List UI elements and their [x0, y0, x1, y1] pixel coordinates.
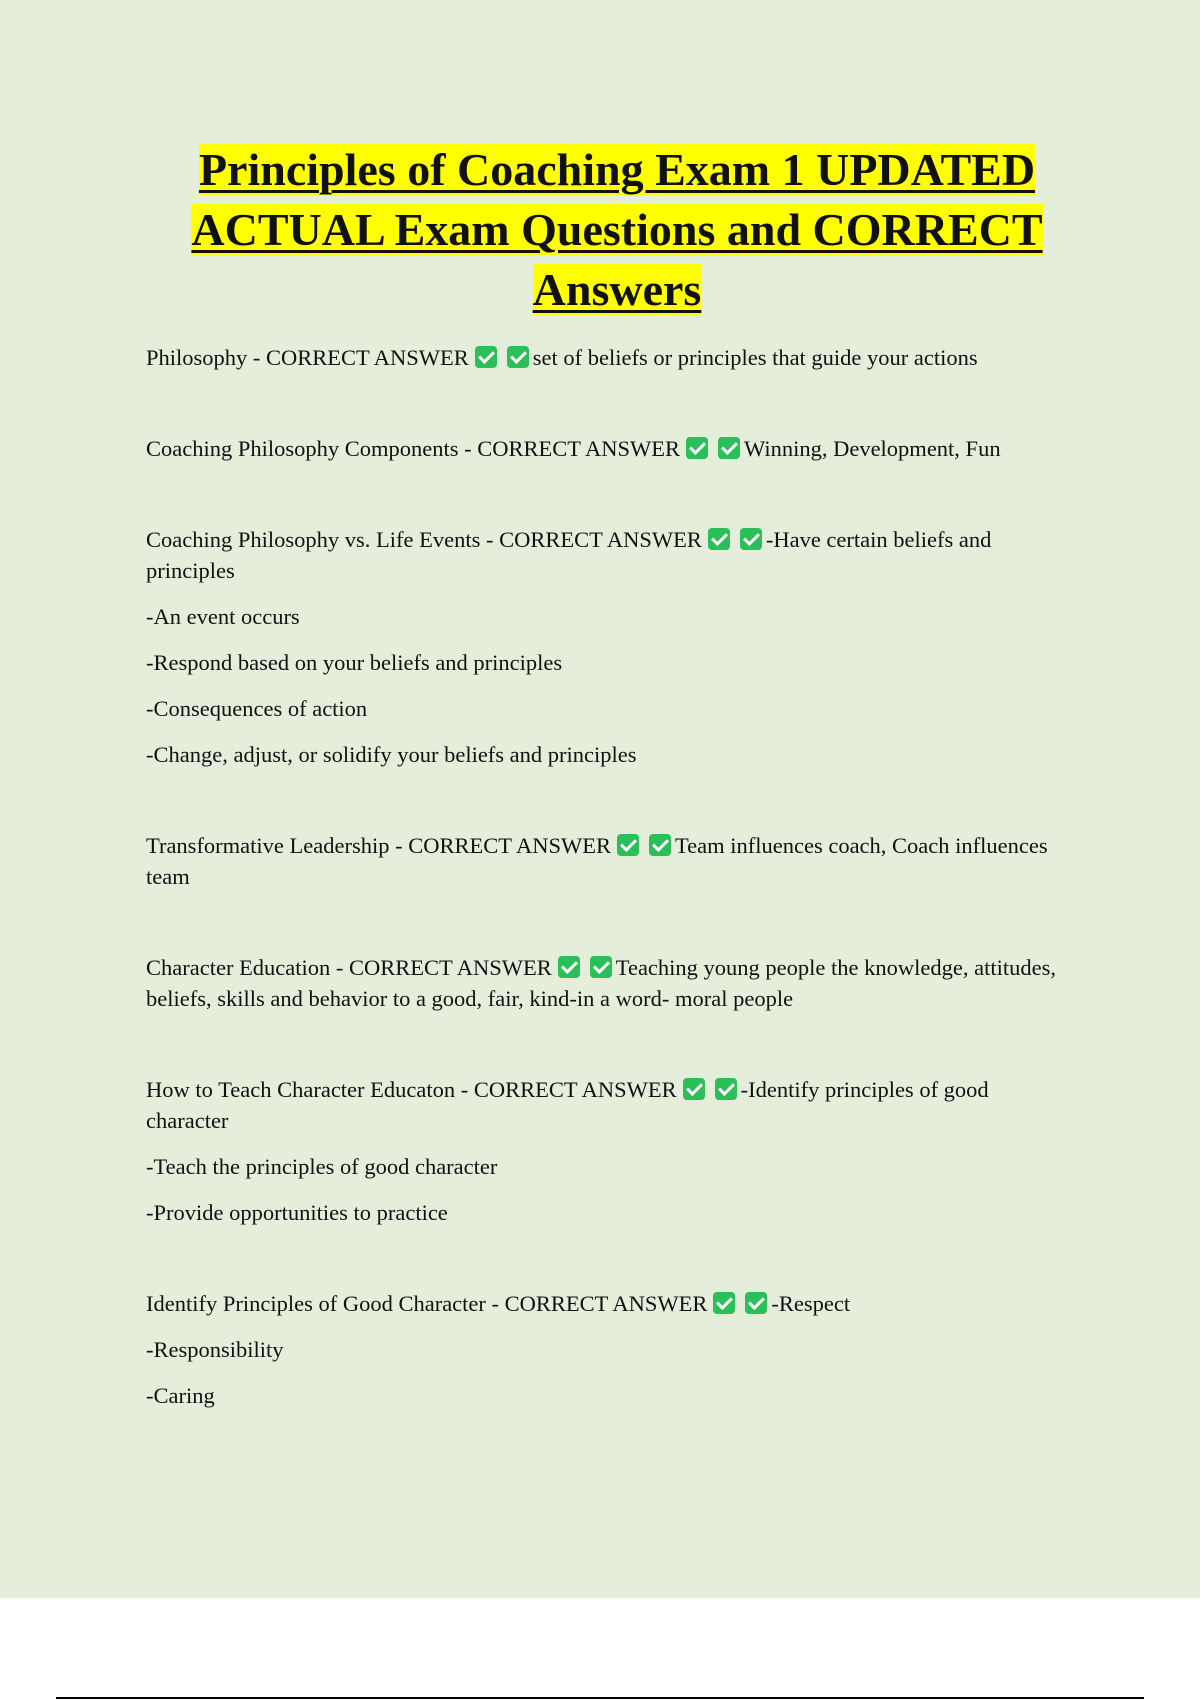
title-line-1: Principles of Coaching Exam 1 UPDATED [198, 144, 1036, 195]
qa-answer: set of beliefs or principles that guide your actions [532, 345, 978, 370]
check-mark-icon [475, 346, 497, 368]
qa-entry [146, 952, 1076, 1014]
title-line-2: ACTUAL Exam Questions and CORRECT [191, 204, 1043, 255]
check-mark-icon [713, 1292, 735, 1314]
qa-question-line [146, 342, 1076, 373]
qa-entry [146, 830, 1076, 892]
qa-list [146, 342, 1076, 1411]
check-mark-icon [686, 437, 708, 459]
qa-entry [146, 342, 1076, 373]
qa-list-item: -Change, adjust, or solidify your beliefs and principles [146, 742, 637, 767]
qa-question-line [146, 1074, 1076, 1136]
check-mark-icon [558, 956, 580, 978]
check-mark-icon [718, 437, 740, 459]
qa-list-item: -Teach the principles of good character [146, 1154, 498, 1179]
qa-list-item: -Respond based on your beliefs and principles [146, 650, 563, 675]
qa-answer: Winning, Development, Fun [744, 436, 1001, 461]
qa-entry [146, 1288, 1076, 1411]
qa-term: Identify Principles of Good Character - CORRECT ANSWER [146, 1291, 708, 1316]
qa-question-line [146, 524, 1076, 586]
check-mark-icon [715, 1078, 737, 1100]
qa-answer: -Have certain beliefs and principles [146, 527, 992, 583]
qa-list-item: -Provide opportunities to practice [146, 1200, 448, 1225]
check-mark-icon [745, 1292, 767, 1314]
qa-list-item: -Caring [146, 1383, 215, 1408]
footer-divider [56, 1697, 1144, 1699]
check-mark-icon [649, 834, 671, 856]
check-mark-icon [617, 834, 639, 856]
title-line-3: Answers [532, 264, 702, 315]
qa-term: Philosophy - CORRECT ANSWER [146, 345, 469, 370]
qa-answer: -Identify principles of good character [146, 1077, 989, 1133]
qa-list-item: -An event occurs [146, 604, 300, 629]
qa-list-item: -Consequences of action [146, 696, 368, 721]
check-mark-icon [740, 528, 762, 550]
qa-answer: Teaching young people the knowledge, attitudes, beliefs, skills and behavior to a good, fair, kind-in a word- moral people [146, 955, 1056, 1011]
qa-term: How to Teach Character Educaton - CORRECT ANSWER [146, 1077, 677, 1102]
qa-entry [146, 433, 1076, 464]
qa-question-line [146, 952, 1076, 1014]
check-mark-icon [507, 346, 529, 368]
qa-entry [146, 524, 1076, 770]
qa-term: Transformative Leadership - CORRECT ANSWER [146, 833, 611, 858]
document-title [150, 140, 1084, 320]
qa-term: Character Education - CORRECT ANSWER [146, 955, 552, 980]
qa-question-line [146, 433, 1076, 464]
qa-term: Coaching Philosophy vs. Life Events - CORRECT ANSWER [146, 527, 702, 552]
qa-question-line [146, 1288, 1076, 1319]
qa-answer: Team influences coach, Coach influences team [146, 833, 1048, 889]
qa-term: Coaching Philosophy Components - CORRECT ANSWER [146, 436, 680, 461]
qa-answer: -Respect [771, 1291, 851, 1316]
qa-list-item: -Responsibility [146, 1337, 284, 1362]
qa-entry [146, 1074, 1076, 1228]
qa-question-line [146, 830, 1076, 892]
check-mark-icon [683, 1078, 705, 1100]
check-mark-icon [590, 956, 612, 978]
check-mark-icon [708, 528, 730, 550]
